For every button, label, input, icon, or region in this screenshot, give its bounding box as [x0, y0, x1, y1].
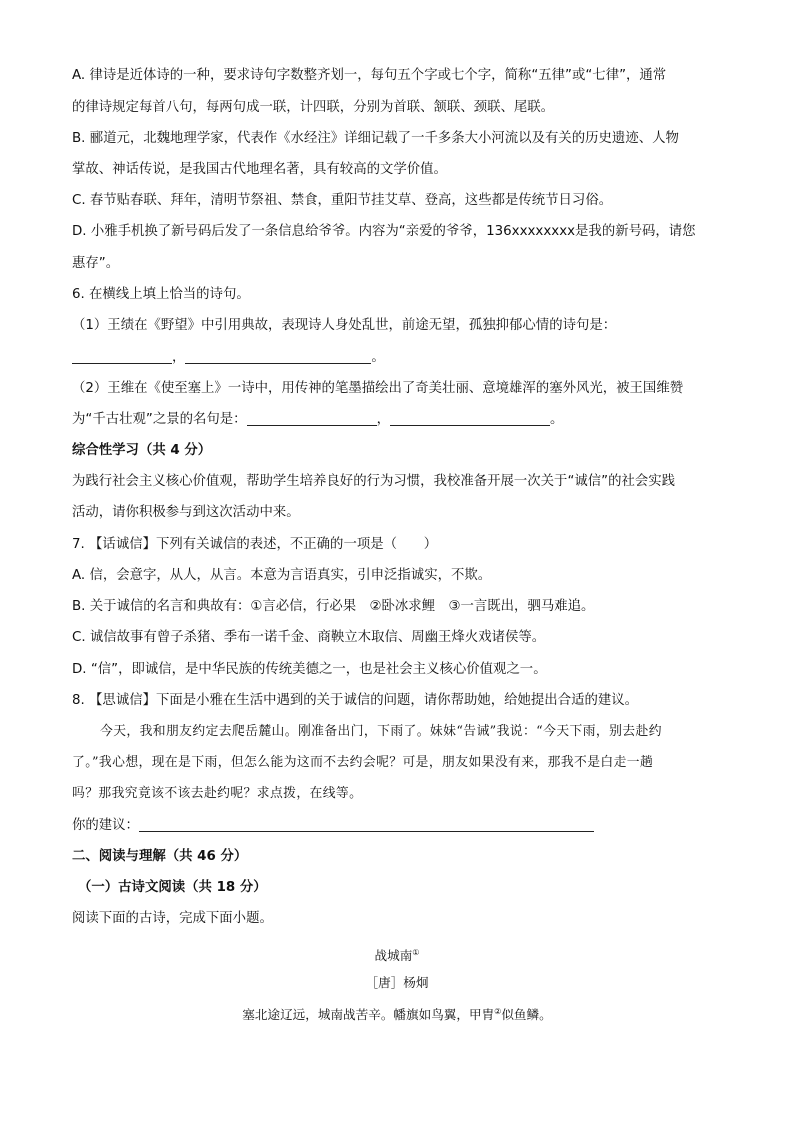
option-b-line-1: B. 郦道元，北魏地理学家，代表作《水经注》详细记载了一千多条大小河流以及有关的历史遗迹、人物: [72, 131, 679, 146]
poem-title-text: 战城南: [374, 948, 413, 963]
period: 。: [549, 412, 564, 427]
answer-blank[interactable]: [185, 349, 371, 364]
section-heading-poetry: （一）古诗文阅读（共 18 分）: [78, 880, 267, 895]
question-7-option-a: A. 信，会意字，从人，从言。本意为言语真实，引申泛指诚实，不欺。: [72, 568, 492, 583]
story-line-1: 今天，我和朋友约定去爬岳麓山。刚准备出门，下雨了。妹妹“告诫”我说：“今天下雨，别去赴约: [100, 724, 662, 739]
option-d-line-2: 惠存”。: [72, 256, 120, 271]
intro-line-2: 活动，请你积极参与到这次活动中来。: [72, 505, 300, 520]
question-7-option-d: D. “信”，即诚信，是中华民族的传统美德之一，也是社会主义核心价值观之一。: [72, 662, 547, 677]
question-6-2: （2）王维在《使至塞上》一诗中，用传神的笔墨描绘出了奇美壮丽、意境雄浑的塞外风光，被王国维赞: [72, 381, 684, 396]
option-b-line-2: 掌故、神话传说，是我国古代地理名著，具有较高的文学价值。: [72, 162, 447, 177]
poem-line-1-part-a: 塞北途辽远，城南战苦辛。幡旗如鸟翼，甲胄: [242, 1007, 495, 1022]
option-d-line-1: D. 小雅手机换了新号码后发了一条信息给爷爷。内容为“亲爱的爷爷，136xxxxxxxx是我的新号码，请您: [72, 224, 696, 239]
comma: ，: [172, 350, 186, 365]
comma: ，: [376, 412, 390, 427]
advice-blank[interactable]: [139, 817, 594, 832]
option-c-line-1: C. 春节贴春联、拜年，清明节祭祖、禁食，重阳节挂艾草、登高，这些都是传统节日习俗。: [72, 193, 613, 208]
question-6-1: （1）王绩在《野望》中引用典故，表现诗人身处乱世，前途无望，孤独抑郁心情的诗句是：: [72, 318, 617, 333]
answer-blank[interactable]: [247, 411, 377, 426]
question-6-2-blanks: [72, 410, 722, 430]
question-6-2-text: 为“千古壮观”之景的名句是：: [72, 412, 247, 427]
question-7: 7. 【话诚信】下列有关诚信的表述，不正确的一项是（ ）: [72, 537, 438, 552]
advice-row: [72, 816, 722, 836]
reading-instruction: 阅读下面的古诗，完成下面小题。: [72, 911, 273, 926]
intro-line-1: 为践行社会主义核心价值观，帮助学生培养良好的行为习惯，我校准备开展一次关于“诚信”的社会实践: [72, 474, 676, 489]
section-heading-reading: 二、阅读与理解（共 46 分）: [72, 849, 248, 864]
story-line-2: 了。”我心想，现在是下雨，但怎么能为这而不去约会呢？可是，朋友如果没有来，那我不是白走一趟: [72, 755, 654, 770]
poem-author: ［唐］杨炯: [365, 975, 429, 990]
question-7-option-c: C. 诚信故事有曾子杀猪、季布一诺千金、商鞅立木取信、周幽王烽火戏诸侯等。: [72, 630, 546, 645]
poem-line-1: [0, 1003, 794, 1024]
question-7-option-b: B. 关于诚信的名言和典故有：①言必信，行必果 ②卧冰求鲤 ③一言既出，驷马难追。: [72, 599, 595, 614]
poem-line-1-part-b: 似鱼鳞。: [501, 1007, 552, 1022]
answer-blank[interactable]: [390, 411, 550, 426]
option-a-line-2: 的律诗规定每首八句，每两句成一联，计四联，分别为首联、颔联、颈联、尾联。: [72, 100, 555, 115]
option-a-line-1: A. 律诗是近体诗的一种，要求诗句字数整齐划一，每句五个字或七个字，简称“五律”或“七律”，通常: [72, 68, 667, 83]
footnote-marker: ①: [412, 948, 420, 957]
section-heading-zonghe: 综合性学习（共 4 分）: [72, 443, 212, 458]
advice-label: 你的建议：: [72, 818, 139, 833]
period: 。: [371, 350, 385, 365]
question-8: 8. 【思诚信】下面是小雅在生活中遇到的关于诚信的问题，请你帮助她，给她提出合适的建议。: [72, 693, 639, 708]
question-6-1-blanks: [72, 348, 722, 368]
poem-title: [0, 944, 794, 965]
question-6: 6. 在横线上填上恰当的诗句。: [72, 287, 250, 302]
story-line-3: 吗？那我究竟该不该去赴约呢？求点拨，在线等。: [72, 786, 363, 801]
answer-blank[interactable]: [72, 349, 172, 364]
footnote-marker: ②: [494, 1007, 502, 1016]
